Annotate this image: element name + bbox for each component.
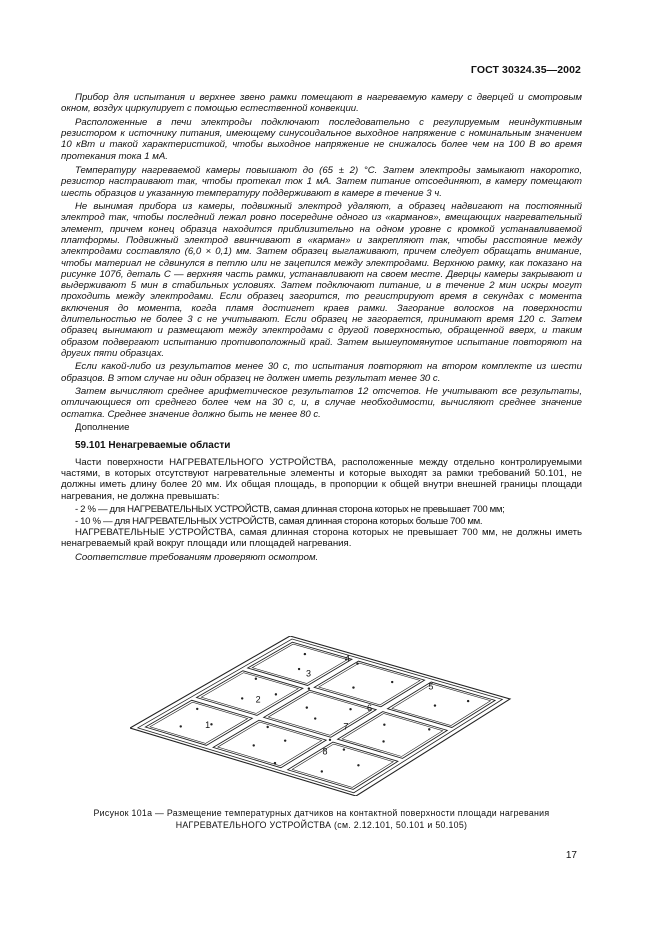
page-number: 17 <box>565 850 577 861</box>
sensor-dot <box>298 668 300 670</box>
sensor-dot <box>314 717 316 719</box>
sensor-dot <box>382 740 384 742</box>
sensor-dot <box>308 687 310 689</box>
paragraph: Затем вычисляют среднее арифметическое результатов 12 отсчетов. Не учитывают все результаты, отличающиеся от среднего более чем на 30 с, и, в случае необходимости, вычисляют среднее значение остатка. Среднее значение должно быть не менее 80 с. <box>61 386 582 420</box>
document-header: ГОСТ 30324.35—2002 <box>470 64 581 76</box>
sensor-dot <box>180 725 182 727</box>
sensor-dot <box>391 681 393 683</box>
paragraphs-top <box>61 92 582 434</box>
sensor-dot <box>467 700 469 702</box>
sensor-dot <box>255 678 257 680</box>
caption-line-1: Рисунок 101а — Размещение температурных датчиков на контактной поверхности площади нагревания <box>93 808 550 818</box>
grid-cell-inner <box>392 681 491 726</box>
heating-area-figure <box>130 636 530 796</box>
sensor-dot <box>210 723 212 725</box>
zone-label-7: 7 <box>343 721 349 732</box>
list-item: - 2 % — для НАГРЕВАТЕЛЬНЫХ УСТРОЙСТВ, самая длинная сторона которых не превышает 700 мм; <box>75 504 505 516</box>
grid-cell <box>213 720 326 768</box>
figure-caption <box>61 808 582 831</box>
caption-line-2: НАГРЕВАТЕЛЬНОГО УСТРОЙСТВА (см. 2.12.101, 50.101 и 50.105) <box>175 819 468 830</box>
paragraph: Прибор для испытания и верхнее звено рамки помещают в нагреваемую камеру с дверцей и смотровым окном, воздух циркулирует с помощью естественной конвекции. <box>61 92 582 115</box>
zone-label-8: 8 <box>322 746 328 757</box>
paragraph-after-list: НАГРЕВАТЕЛЬНЫЕ УСТРОЙСТВА, самая длинная сторона которых не превышает 700 мм, не должны иметь ненагреваемый край вокруг площади или площадей нагревания. <box>61 526 582 550</box>
list-item: - 10 % — для НАГРЕВАТЕЛЬНЫХ УСТРОЙСТВ, самая длинная сторона которых больше 700 мм. <box>75 515 483 527</box>
compliance-note: Соответствие требованиям проверяют осмотром. <box>75 551 319 563</box>
sensor-dot <box>196 708 198 710</box>
sensor-dot <box>274 762 276 764</box>
sensor-dot <box>266 726 268 728</box>
zone-label-5: 5 <box>428 681 434 692</box>
sensor-dot <box>428 728 430 730</box>
grid-cell <box>314 661 424 707</box>
paragraph: Расположенные в печи электроды подключают последовательно с регулируемым неиндуктивным резистором к источнику питания, имеющему синусоидальное выходное напряжение с номинальным значением 10 кВт и такой характеристикой, чтобы выходное напряжение не снижалось более чем на 100 В во время протекания тока 1 мА. <box>61 116 582 162</box>
zone-label-1: 1 <box>205 720 211 731</box>
sensor-dot <box>304 653 306 655</box>
sensor-dot <box>343 748 345 750</box>
sensor-dot <box>306 706 308 708</box>
sensor-dot <box>357 764 359 766</box>
zone-label-3: 3 <box>306 668 312 679</box>
figure-grid <box>130 636 510 796</box>
sensor-dot <box>356 662 358 664</box>
zone-label-2: 2 <box>255 694 261 705</box>
paragraph: Температуру нагреваемой камеры повышают до (65 ± 2) °С. Затем электроды замыкают накоротко, резистор настраивают так, чтобы протекал ток 1 мА. Затем питание отсоединяют, в камеру помещают шесть образцов и указанную температуру поддерживают в камере в течение 3 ч. <box>61 164 582 199</box>
grid-cell <box>264 690 376 737</box>
sensor-dot <box>434 704 436 706</box>
paragraph: Дополнение <box>75 422 130 434</box>
sensor-dot <box>275 693 277 695</box>
sensor-dot <box>329 739 331 741</box>
sensor-dot <box>349 708 351 710</box>
document-body <box>61 92 582 565</box>
sensor-dot <box>321 770 323 772</box>
zone-label-6: 6 <box>367 703 373 714</box>
paragraph: Если какой-либо из результатов менее 30 с, то испытания повторяют на втором комплекте из шести образцов. В этом случае ни один образец не должен иметь результат менее 30 с. <box>61 361 582 384</box>
outer-border <box>130 636 510 796</box>
section-paragraph: Части поверхности НАГРЕВАТЕЛЬНОГО УСТРОЙСТВА, расположенные между отдельно контролируемыми частями, в которых отсутствуют нагревательные элементы и которые выходят за рамки требований 50.101, не должны иметь длину более 20 мм. Их общая площадь, в пропорции к общей внутри внешней границы площади нагревания, не должна превышать: <box>61 456 582 502</box>
grid-cell <box>288 742 398 789</box>
sensor-dot <box>253 744 255 746</box>
grid-cell-inner <box>268 692 371 735</box>
grid-cell <box>145 700 252 745</box>
sensor-dot <box>284 739 286 741</box>
section-heading: 59.101 Ненагреваемые области <box>75 439 231 451</box>
zone-label-4: 4 <box>344 653 350 664</box>
sensor-dot <box>352 686 354 688</box>
paragraph: Не вынимая прибора из камеры, подвижный электрод удаляют, а образец надвигают на постоянный электрод так, чтобы последний лежал ровно посередине одного из «карманов», вмещающих нагревательный элемент, причем конец образца находится приблизительно на одном уровне с кромкой устанавливаемой платформы. Подвижный электрод ввинчивают в «карман» и закрепляют так, чтобы расстояние между электродами составляло (6,0 × 0,1) мм. Затем образец выглаживают, причем следует обращать внимание, чтобы материал не сдвинулся в петлю или не зацепился между электродами. Верхнюю рамку, как показано на рисунке 107б, деталь С — верхняя часть рамки, устанавливают на своем месте. Дверцы камеры закрывают и выдерживают 5 мин в стабильных условиях. Затем подключают питание, и в течение 2 мин искры могут проходить между электродами. Если образец загорится, то регистрируют время в секундах с момента включения до момента, когда пламя достигнет краев рамки. Загорание волосков на поверхности длительностью не более 3 с не учитывают. Если образец не загорается, принимают время 120 с. Затем образец вынимают и размещают между электродами с другой поверхностью, обращенной вверх, и таким образом подвергают испытанию противоположный край. Затем вышеупомянутое испытание повторяют на других пяти образцах. <box>61 201 582 359</box>
requirements-list <box>61 504 582 527</box>
inner-border <box>138 639 503 793</box>
grid-cell <box>387 682 495 727</box>
sensor-dot <box>241 697 243 699</box>
grid-cell <box>338 712 448 759</box>
sensor-dot <box>383 724 385 726</box>
